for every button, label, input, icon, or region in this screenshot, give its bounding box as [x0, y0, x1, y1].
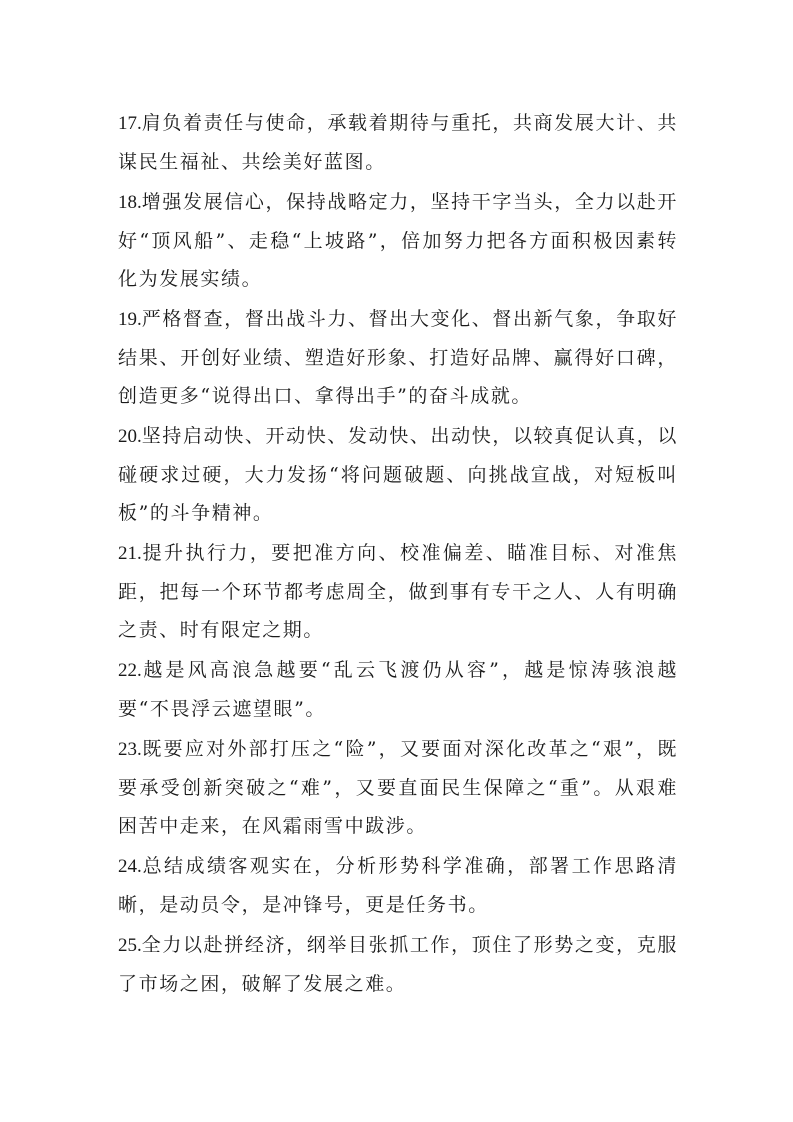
item-number: 22. — [118, 660, 142, 681]
paragraph-24 — [118, 847, 678, 924]
paragraph-20 — [118, 417, 678, 532]
item-number: 23. — [118, 739, 142, 760]
item-number: 21. — [118, 543, 142, 564]
item-text: 全力以赴拼经济，纲举目张抓工作，顶住了形势之变，克服了市场之困，破解了发展之难。 — [118, 934, 678, 995]
item-number: 24. — [118, 856, 142, 877]
paragraph-19 — [118, 300, 678, 415]
item-number: 20. — [118, 426, 142, 447]
item-text: 总结成绩客观实在，分析形势科学准确，部署工作思路清晰，是动员令，是冲锋号，更是任务书。 — [118, 855, 678, 916]
paragraph-25 — [118, 926, 678, 1003]
item-text: 肩负着责任与使命，承载着期待与重托，共商发展大计、共谋民生福祉、共绘美好蓝图。 — [118, 112, 678, 173]
item-number: 18. — [118, 192, 142, 213]
item-number: 25. — [118, 935, 142, 956]
item-text: 严格督查，督出战斗力、督出大变化、督出新气象，争取好结果、开创好业绩、塑造好形象、打造好品牌、赢得好口碑，创造更多“说得出口、拿得出手”的奋斗成就。 — [118, 308, 678, 407]
item-text: 坚持启动快、开动快、发动快、出动快，以较真促认真，以碰硬求过硬，大力发扬“将问题破题、向挑战宣战，对短板叫板”的斗争精神。 — [118, 425, 678, 524]
item-number: 17. — [118, 113, 142, 134]
paragraph-18 — [118, 183, 678, 298]
item-text: 既要应对外部打压之“险”，又要面对深化改革之“艰”，既要承受创新突破之“难”，又要直面民生保障之“重”。从艰难困苦中走来，在风霜雨雪中跋涉。 — [118, 738, 678, 837]
paragraph-21 — [118, 534, 678, 649]
item-number: 19. — [118, 309, 142, 330]
paragraph-17 — [118, 104, 678, 181]
document-body — [118, 104, 678, 1005]
paragraph-22 — [118, 651, 678, 728]
item-text: 增强发展信心，保持战略定力，坚持干字当头，全力以赴开好“顶风船”、走稳“上坡路”，倍加努力把各方面积极因素转化为发展实绩。 — [118, 191, 678, 290]
paragraph-23 — [118, 730, 678, 845]
item-text: 越是风高浪急越要“乱云飞渡仍从容”，越是惊涛骇浪越要“不畏浮云遮望眼”。 — [118, 659, 678, 720]
item-text: 提升执行力，要把准方向、校准偏差、瞄准目标、对准焦距，把每一个环节都考虑周全，做到事有专干之人、人有明确之责、时有限定之期。 — [118, 542, 678, 641]
